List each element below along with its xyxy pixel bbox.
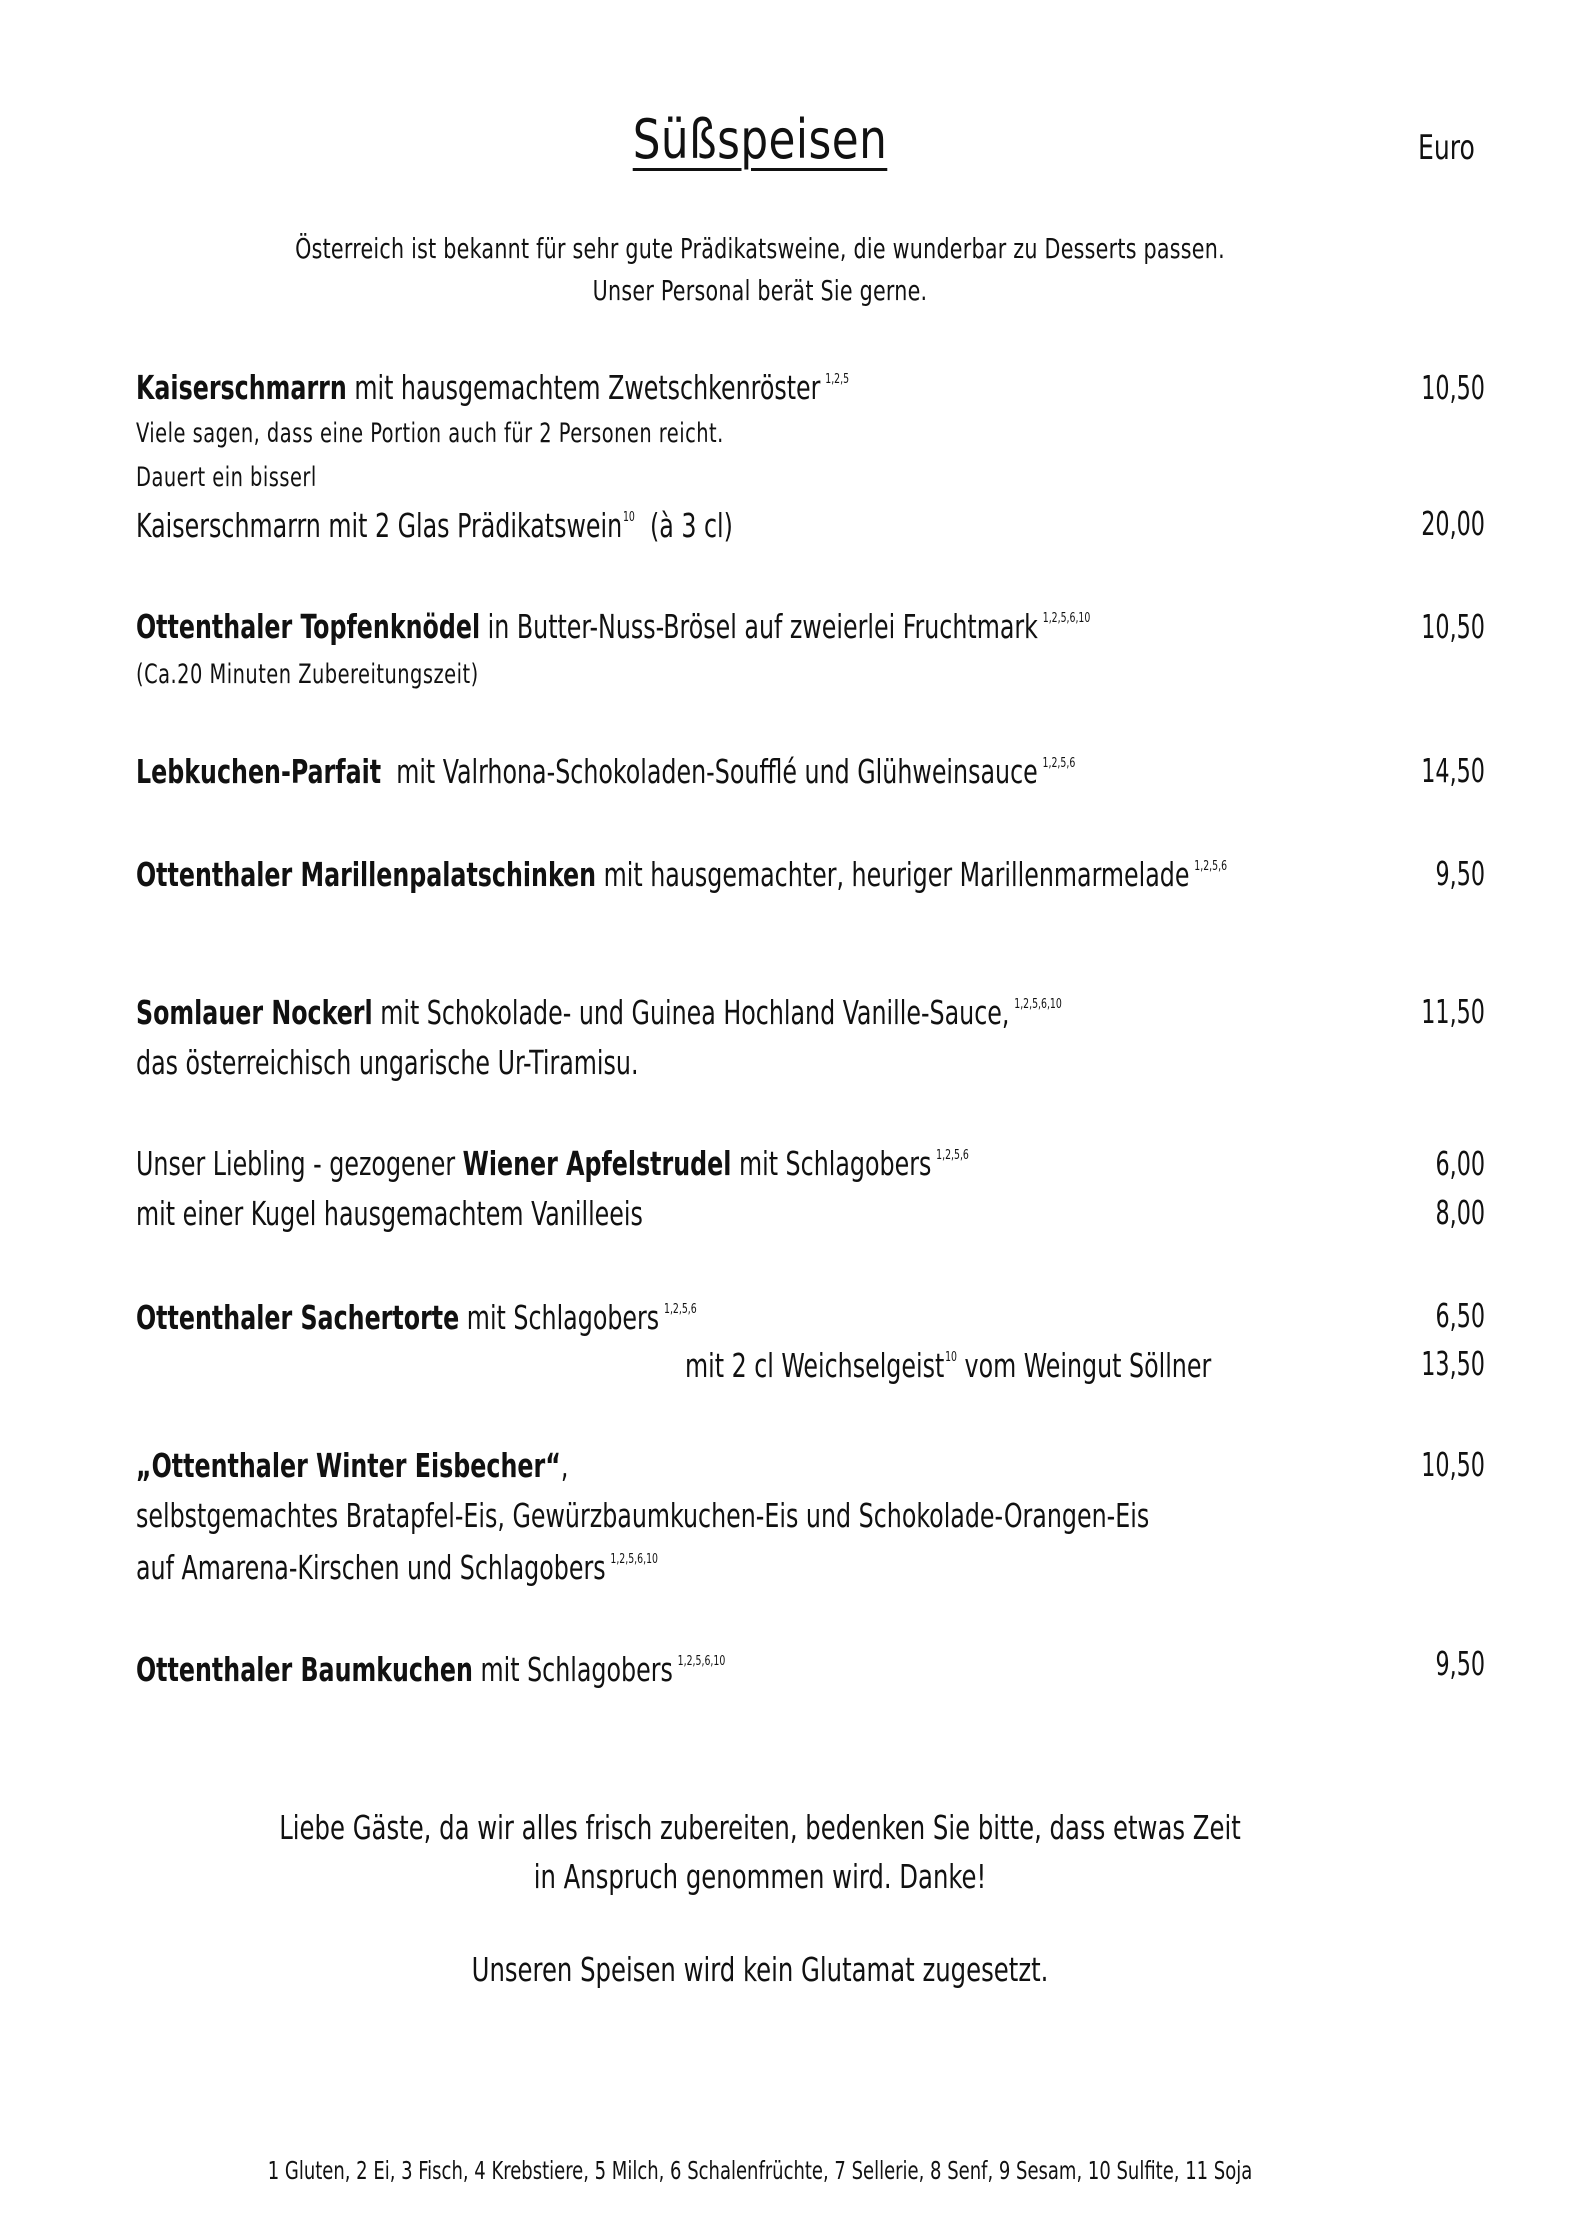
item-name: Lebkuchen-Parfait	[136, 752, 382, 791]
page-title: Süßspeisen	[632, 108, 888, 171]
item-price: 10,50	[1421, 368, 1485, 407]
currency-header: Euro	[1418, 128, 1475, 168]
allergen-codes: 1,2,5,6	[936, 1148, 969, 1163]
item-note: selbstgemachtes Bratapfel-Eis, Gewürzbaumkuchen-Eis und Schokolade-Orangen-Eis	[136, 1496, 1150, 1535]
item-variant	[685, 1346, 1211, 1385]
item-name: Ottenthaler Marillenpalatschinken	[136, 855, 597, 894]
menu-item-nockerl	[136, 993, 1062, 1032]
item-name: Ottenthaler Baumkuchen	[136, 1650, 473, 1689]
menu-item-palatschinken	[136, 855, 1227, 894]
menu-item-parfait	[136, 752, 1075, 791]
item-note: das österreichisch ungarische Ur-Tiramisu.	[136, 1043, 639, 1082]
item-name: Wiener Apfelstrudel	[462, 1144, 732, 1183]
footer-notice: Liebe Gäste, da wir alles frisch zubereiten, bedenken Sie bitte, dass etwas Zeit	[279, 1808, 1241, 1847]
menu-item-sacher	[136, 1298, 697, 1337]
item-description: mit Valrhona-Schokoladen-Soufflé und Glühweinsauce	[381, 752, 1038, 791]
item-name: Ottenthaler Sachertorte	[136, 1298, 460, 1337]
item-price: 8,00	[1435, 1193, 1485, 1232]
item-price: 10,50	[1421, 607, 1485, 646]
item-description: mit Schokolade- und Guinea Hochland Vanille-Sauce,	[372, 993, 1010, 1032]
item-description: mit hausgemachter, heuriger Marillenmarmelade	[596, 855, 1190, 894]
menu-item-strudel	[136, 1144, 969, 1183]
item-name: „Ottenthaler Winter Eisbecher“	[136, 1446, 561, 1485]
item-prefix: Unser Liebling - gezogener	[136, 1144, 463, 1183]
item-description: vom Weingut Söllner	[957, 1346, 1212, 1385]
item-description: Kaiserschmarrn mit 2 Glas Prädikatswein	[136, 506, 623, 545]
allergen-codes: 1,2,5,6,10	[677, 1654, 726, 1669]
allergen-codes: 1,2,5	[825, 372, 850, 387]
allergen-codes: 1,2,5,6	[1194, 859, 1228, 874]
menu-item-baumkuchen	[136, 1650, 725, 1689]
item-name: Kaiserschmarrn	[136, 368, 347, 407]
item-note: Dauert ein bisserl	[136, 462, 317, 493]
intro-line-2: Unser Personal berät Sie gerne.	[592, 274, 928, 307]
item-variant: mit einer Kugel hausgemachtem Vanilleeis	[136, 1194, 643, 1233]
menu-item-kaiserschmarrn	[136, 368, 849, 407]
item-price: 11,50	[1421, 992, 1485, 1031]
allergen-legend: 1 Gluten, 2 Ei, 3 Fisch, 4 Krebstiere, 5 Milch, 6 Schalenfrüchte, 7 Sellerie, 8 Senf, 9 Sesam, 10 Sulfite, 11 Soja	[267, 2156, 1253, 2185]
menu-item-topfenknoedel	[136, 607, 1090, 646]
menu-item-eisbecher	[136, 1446, 568, 1485]
item-price: 9,50	[1435, 1644, 1485, 1683]
glutamat-notice: Unseren Speisen wird kein Glutamat zugesetzt.	[471, 1950, 1049, 1989]
allergen-codes: 1,2,5,6	[1042, 756, 1076, 771]
item-price: 6,00	[1435, 1144, 1485, 1183]
allergen-codes: 10	[945, 1350, 957, 1365]
item-description: auf Amarena-Kirschen und Schlagobers	[136, 1548, 606, 1587]
item-suffix: ,	[560, 1446, 569, 1485]
item-description: mit Schlagobers	[459, 1298, 660, 1337]
menu-item-kaiserschmarrn-wine	[136, 506, 733, 545]
item-price: 10,50	[1421, 1445, 1485, 1484]
item-description: mit 2 cl Weichselgeist	[685, 1346, 945, 1385]
item-description: (à 3 cl)	[649, 506, 733, 545]
allergen-codes: 1,2,5,6	[663, 1302, 697, 1317]
allergen-codes: 1,2,5,6,10	[1042, 611, 1091, 626]
allergen-codes: 1,2,5,6,10	[1014, 997, 1062, 1012]
item-description: in Butter-Nuss-Brösel auf zweierlei Fruchtmark	[480, 607, 1038, 646]
item-note: (Ca.20 Minuten Zubereitungszeit)	[136, 659, 479, 690]
item-price: 6,50	[1435, 1296, 1485, 1335]
footer-notice: in Anspruch genommen wird. Danke!	[533, 1857, 987, 1896]
item-price: 20,00	[1421, 504, 1485, 543]
allergen-codes: 10	[622, 510, 635, 525]
item-description: mit Schlagobers	[472, 1650, 673, 1689]
item-note: Viele sagen, dass eine Portion auch für 2 Personen reicht.	[136, 418, 724, 449]
item-name: Somlauer Nockerl	[136, 993, 373, 1032]
item-description: mit hausgemachtem Zwetschkenröster	[346, 368, 821, 407]
item-price: 9,50	[1435, 854, 1485, 893]
item-name: Ottenthaler Topfenknödel	[136, 607, 481, 646]
allergen-codes: 1,2,5,6,10	[610, 1552, 658, 1567]
item-description: mit Schlagobers	[731, 1144, 932, 1183]
intro-line-1: Österreich ist bekannt für sehr gute Prädikatsweine, die wunderbar zu Desserts passen.	[295, 232, 1225, 265]
item-price: 14,50	[1421, 751, 1485, 790]
item-price: 13,50	[1421, 1344, 1485, 1383]
item-note	[136, 1548, 658, 1587]
